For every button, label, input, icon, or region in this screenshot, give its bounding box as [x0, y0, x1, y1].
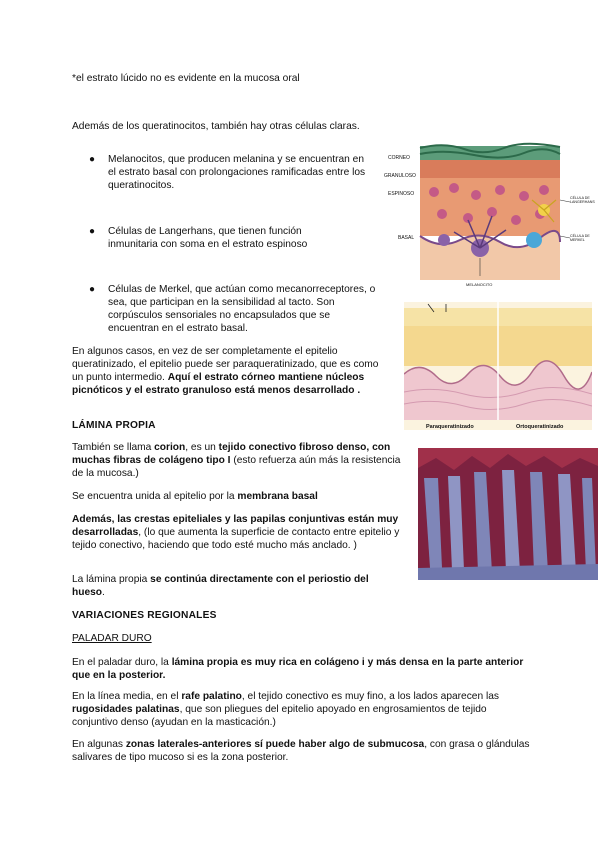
paladar-paragraph: En el paladar duro, la lámina propia es muy rica en colágeno i y más densa en la parte anterior que en la posterior.: [72, 657, 524, 681]
label-merkel: CÉLULA DE MERKEL: [570, 234, 590, 242]
note-line: *el estrato lúcido no es evidente en la mucosa oral: [72, 73, 300, 84]
label-langerhans: CÉLULA DE LANGERHANS: [570, 196, 595, 204]
histology-micrograph: [418, 448, 598, 580]
label-paraqueratinizado: Paraqueratinizado: [426, 424, 474, 430]
bullet-marker: ●: [89, 284, 96, 295]
label-ortoqueratinizado: Ortoqueratinizado: [516, 424, 564, 430]
paraqueratin-paragraph: En algunos casos, en vez de ser completamente el epitelio queratinizado, el epitelio puede ser paraqueratinizado, que es como un punto intermedio. Aquí el estrato córneo mantiene núcleos picnóticos y el estrato granuloso está menos desarrollado .: [72, 346, 379, 396]
membrana-paragraph: Se encuentra unida al epitelio por la membrana basal: [72, 491, 318, 502]
rafe-paragraph: En la línea media, en el rafe palatino, el tejido conectivo es muy fino, a los lados aparecen las rugosidades palatinas, que son pliegues del epitelio apoyado en engrosamientos de tejido conjuntivo denso (ayudan en la masticación.): [72, 691, 499, 728]
epidermis-figure: [384, 140, 596, 288]
periostio-paragraph: La lámina propia se continúa directamente con el periostio del hueso.: [72, 574, 369, 598]
lamina-propia-heading: LÁMINA PROPIA: [72, 420, 156, 431]
label-melanocito: MELANOCITO: [466, 282, 493, 287]
bullet-marker: ●: [89, 226, 96, 237]
zonas-paragraph: En algunas zonas laterales-anteriores sí puede haber algo de submucosa, con grasa o glándulas salivares de tipo mucoso si es la zona posterior.: [72, 739, 530, 763]
label-granuloso: GRANULOSO: [384, 173, 416, 179]
crestas-paragraph: Además, las crestas epiteliales y las papilas conjuntivas están muy desarrolladas, (lo que aumenta la superficie de contacto entre epitelio y tejido conectivo, haciendo que todo esté mucho más anclado. ): [72, 514, 400, 551]
bullet-melanocitos: Melanocitos, que producen melanina y se encuentran en el estrato basal con prolongaciones ramificadas entre los queratinocitos.: [108, 154, 366, 191]
bullet-merkel: Células de Merkel, que actúan como mecanorreceptores, o sea, que participan en la sensibilidad al tacto. Son corpúsculos sensoriales no encapsulados que se encuentran en el estrato basal.: [108, 284, 376, 334]
variaciones-heading: VARIACIONES REGIONALES: [72, 610, 217, 621]
corion-paragraph: También se llama corion, es un tejido conectivo fibroso denso, con muchas fibras de colágeno tipo I (esto refuerza aún más la resistencia de la mucosa.): [72, 442, 401, 479]
bullet-langerhans: Células de Langerhans, que tienen función inmunitaria con soma en el estrato espinoso: [108, 226, 308, 250]
bullet-marker: ●: [89, 154, 96, 165]
label-basal: BASAL: [398, 235, 415, 241]
paladar-duro-heading: PALADAR DURO: [72, 633, 152, 644]
keratinization-figure: [404, 302, 592, 430]
label-corneo: CORNEO: [388, 155, 410, 161]
intro-paragraph: Además de los queratinocitos, también hay otras células claras.: [72, 121, 360, 132]
label-espinoso: ESPINOSO: [388, 191, 415, 197]
